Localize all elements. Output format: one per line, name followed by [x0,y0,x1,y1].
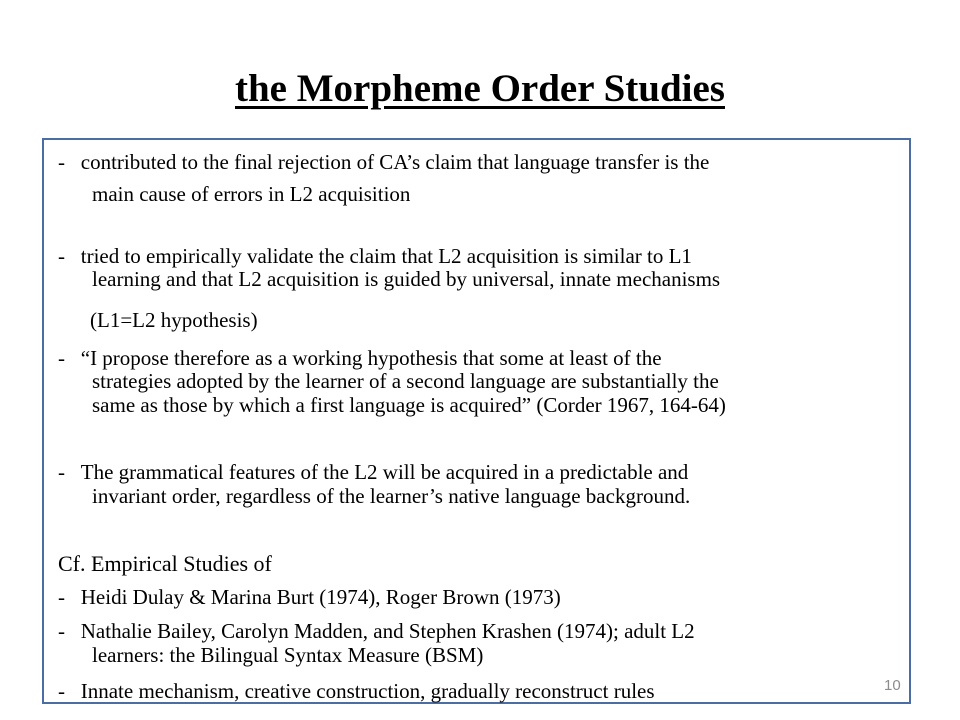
bullet-line: - tried to empirically validate the claim that L2 acquisition is similar to L1 [58,244,692,268]
bullet-line: - Heidi Dulay & Marina Burt (1974), Roger Brown (1973) [58,585,561,609]
bullet-continuation: learning and that L2 acquisition is guided by universal, innate mechanisms [92,267,721,291]
bullet-continuation: strategies adopted by the learner of a second language are substantially the [92,369,719,393]
bullet-line: - Innate mechanism, creative construction, gradually reconstruct rules [58,679,655,703]
slide-number: 10 [884,677,901,694]
section-label: Cf. Empirical Studies of [58,551,272,576]
bullet-continuation: same as those by which a first language is acquired” (Corder 1967, 164-64) [92,393,726,417]
bullet-line: - contributed to the final rejection of CA’s claim that language transfer is the [58,150,710,174]
bullet-line: - The grammatical features of the L2 will be acquired in a predictable and [58,460,689,484]
slide-title: the Morpheme Order Studies [235,67,725,110]
bullet-continuation: (L1=L2 hypothesis) [90,308,258,332]
bullet-continuation: learners: the Bilingual Syntax Measure (BSM) [92,643,484,667]
bullet-line: - “I propose therefore as a working hypothesis that some at least of the [58,346,662,370]
bullet-line: - Nathalie Bailey, Carolyn Madden, and Stephen Krashen (1974); adult L2 [58,619,695,643]
bullet-continuation: main cause of errors in L2 acquisition [92,182,411,206]
bullet-continuation: invariant order, regardless of the learner’s native language background. [92,484,691,508]
